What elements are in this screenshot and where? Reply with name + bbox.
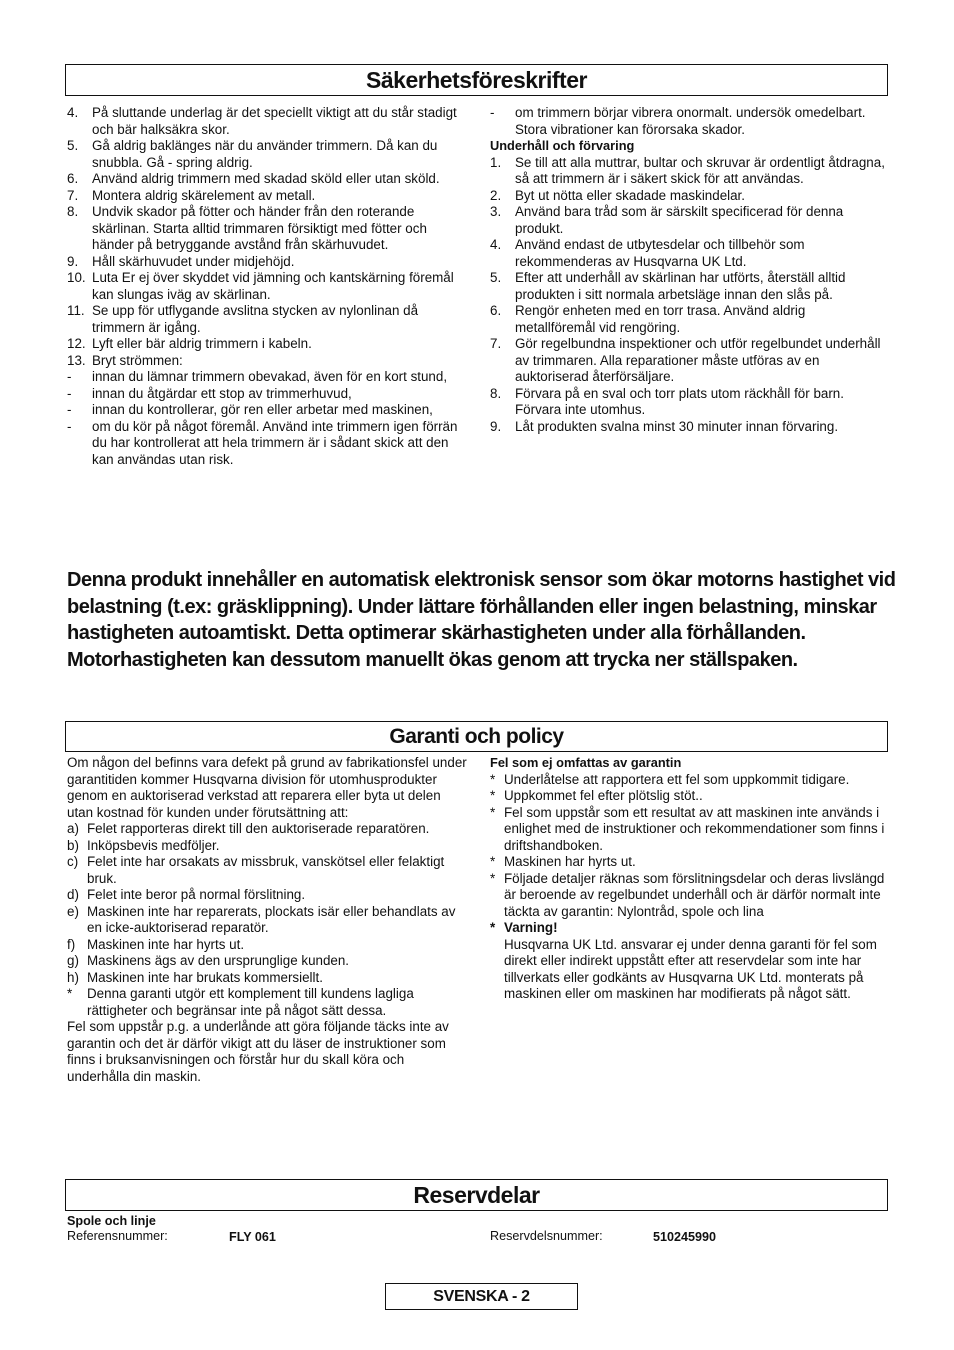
safety-list-item-marker: 7. — [67, 187, 79, 203]
safety-list-item-text: Luta Er ej över skyddet vid jämning och kantskärning föremål kan slungas iväg av skärlinan. — [92, 270, 454, 302]
warranty-condition-item-text: Inköpsbevis medföljer. — [87, 837, 220, 853]
maintenance-list-item — [490, 155, 888, 188]
maintenance-list-item-text: Använd bara tråd som är särskilt specificerad för denna produkt. — [515, 204, 844, 236]
exclusion-item — [490, 871, 890, 921]
warranty-condition-item-text: Felet inte har orsakats av missbruk, vanskötsel eller felaktigt bruk. — [87, 854, 445, 886]
safety-list-item-text: Undvik skador på fötter och händer från den roterande skärlinan. Starta alltid trimmaren försiktigt med fötter och händer på betryggande avstånd från skärhuvudet. — [92, 204, 427, 252]
maintenance-list-item-text: Gör regelbundna inspektioner och utför regelbundet underhåll av trimmaren. Alla reparationer måste utföras av en auktoriserad återförsäljare. — [515, 336, 881, 384]
warranty-condition-item-marker: e) — [67, 903, 79, 919]
exclusion-item-marker: * — [490, 804, 496, 820]
warranty-condition-item-text: Felet inte beror på normal förslitning. — [87, 887, 306, 902]
safety-list-item-text: innan du kontrollerar, gör ren eller arbetar med maskinen, — [92, 402, 433, 417]
safety-list-item-text: Se upp för utflygande avslitna stycken av nylonlinan då trimmern är igång. — [92, 303, 419, 335]
safety-list-item-marker: 5. — [67, 138, 79, 153]
warranty-condition-item-marker: h) — [67, 969, 79, 985]
warranty-condition-item-text: Maskinen inte har reparerats, plockats isär eller behandlats av en icke-auktoriserad reparatör. — [87, 903, 456, 935]
warranty-condition-item — [67, 986, 467, 1019]
maintenance-list-item-text: Låt produkten svalna minst 30 minuter innan förvaring. — [515, 418, 839, 434]
safety-list-continued — [490, 105, 888, 138]
part-number-value: 510245990 — [653, 1230, 717, 1244]
exclusion-item — [490, 788, 890, 805]
warranty-condition-item-marker: c) — [67, 854, 79, 869]
spares-subhead: Spole och linje — [67, 1214, 156, 1228]
warranty-condition-item-text: Maskinen inte har hyrts ut. — [87, 936, 245, 952]
safety-list-item — [67, 336, 465, 353]
exclusion-item-text: Maskinen har hyrts ut. — [504, 854, 636, 869]
warranty-condition-item-marker: g) — [67, 953, 79, 968]
safety-list-item-text: om du kör på något föremål. Använd inte trimmern igen förrän du har kontrollerat att hela trimmern är i sådant skick att den kan användas utan risk. — [92, 418, 458, 467]
warranty-condition-item — [67, 904, 467, 937]
part-number-label: Reservdelsnummer: — [490, 1229, 603, 1243]
safety-list-item-marker: 13. — [67, 352, 86, 368]
safety-list-item-text: om trimmern börjar vibrera onormalt. undersök omedelbart. Stora vibrationer kan förorsaka skador. — [515, 105, 866, 137]
warranty-condition-item-marker: d) — [67, 887, 79, 902]
exclusion-item-text: Underlåtelse att rapportera ett fel som uppkommit tidigare. — [504, 771, 850, 787]
safety-list-item — [67, 138, 465, 171]
safety-list-item — [67, 204, 465, 254]
safety-list-item-text: innan du lämnar trimmern obevakad, även för en kort stund, — [92, 369, 448, 384]
maintenance-list — [490, 155, 888, 436]
maintenance-list-item — [490, 336, 888, 386]
exclusion-item — [490, 772, 890, 789]
maintenance-list-item-marker: 4. — [490, 237, 502, 252]
safety-list-item — [67, 254, 465, 271]
safety-list-item-text: Håll skärhuvudet under midjehöjd. — [92, 253, 295, 269]
maintenance-list-item — [490, 386, 888, 419]
exclusion-item-text: Uppkommet fel efter plötslig stöt.. — [504, 788, 703, 803]
safety-list-item — [67, 105, 465, 138]
warranty-condition-item — [67, 937, 467, 954]
warning-star: * — [490, 920, 496, 935]
warranty-condition-item-text: Felet rapporteras direkt till den auktoriserade reparatören. — [87, 821, 430, 836]
maintenance-list-item-marker: 9. — [490, 418, 502, 434]
safety-list-item-marker: 9. — [67, 253, 79, 269]
maintenance-list-item-marker: 1. — [490, 154, 502, 170]
exclusion-item-marker: * — [490, 788, 496, 803]
warranty-condition-item — [67, 821, 467, 838]
warranty-condition-item — [67, 854, 467, 887]
exclusion-item-marker: * — [490, 771, 496, 787]
maintenance-list-item-marker: 2. — [490, 187, 502, 203]
exclusions-list — [490, 772, 890, 921]
safety-section-title: Säkerhetsföreskrifter — [65, 64, 888, 96]
exclusions-heading: Fel som ej omfattas av garantin — [490, 755, 682, 770]
maintenance-list-item-text: Förvara på en sval och torr plats utom räckhåll för barn. Förvara inte utomhus. — [515, 385, 844, 417]
warranty-condition-item-text: Denna garanti utgör ett komplement till kundens lagliga rättigheter och begränsar inte på något sätt dessa. — [87, 986, 414, 1018]
spares-section-title: Reservdelar — [65, 1179, 888, 1211]
safety-list-item — [67, 270, 465, 303]
safety-list-item-marker: - — [67, 369, 72, 384]
exclusion-item-marker: * — [490, 854, 496, 869]
safety-list-item-text: Bryt strömmen: — [92, 352, 183, 368]
warranty-left-column — [67, 755, 467, 1085]
safety-list-item — [67, 303, 465, 336]
warranty-conditions-list — [67, 821, 467, 1019]
warranty-condition-item-marker: * — [67, 986, 73, 1001]
safety-list-item-marker: 11. — [67, 303, 85, 318]
safety-list-item — [67, 369, 465, 386]
maintenance-list-item — [490, 303, 888, 336]
safety-list-item-text: På sluttande underlag är det speciellt viktigt att du står stadigt och bär halksäkra skor. — [92, 105, 457, 137]
safety-list-item-text: Gå aldrig baklänges när du använder trimmern. Då kan du snubbla. Gå - spring aldrig. — [92, 138, 438, 170]
warning-text: Husqvarna UK Ltd. ansvarar ej under denna garanti för fel som direkt eller indirekt uppstått efter att reservdelar som inte har tillverkats eller godkänts av Husqvarna UK Ltd. monterats på maskinen eller om maskinen har modifierats på något sätt. — [504, 936, 877, 1001]
maintenance-list-item — [490, 419, 888, 436]
safety-list-item — [67, 188, 465, 205]
safety-list-item-marker: 6. — [67, 171, 79, 186]
safety-list-item — [67, 402, 465, 419]
warranty-condition-item-text: Maskinens ägs av den ursprunglige kunden. — [87, 953, 350, 968]
maintenance-list-item-text: Rengör enheten med en torr trasa. Använd aldrig metallföremål vid rengöring. — [515, 303, 806, 335]
safety-list-item-marker: - — [67, 402, 72, 417]
maintenance-list-item — [490, 204, 888, 237]
warranty-closing: Fel som uppstår p.g. a underlånde att göra följande täcks inte av garantin och det är därför vikigt att du läser de instruktioner som finns i bruksanvisningen och förstår hur du skall köra och underhålla din maskin. — [67, 1019, 449, 1084]
maintenance-list-item-text: Efter att underhåll av skärlinan har utförts, återställ alltid produkten i sitt normala arbetsläge innan den slås på. — [515, 270, 846, 302]
reference-label: Referensnummer: — [67, 1229, 168, 1243]
maintenance-list-item-marker: 5. — [490, 270, 502, 285]
warranty-condition-item — [67, 838, 467, 855]
warranty-intro: Om någon del befinns vara defekt på grund av fabrikationsfel under garantitiden kommer Husqvarna division för utomhusprodukter genom en auktoriserad verkstad att reparera eller byta ut delen utan kostnad för kunden under förutsättning att: — [67, 755, 467, 820]
maintenance-list-item-marker: 3. — [490, 204, 502, 219]
sensor-notice: Denna produkt innehåller en automatisk elektronisk sensor som ökar motorns hastighet vid belastning (t.ex: gräsklippning). Under lättare förhållanden eller ingen belastning, minskar hastigheten autoamtiskt. Detta optimerar skärhastigheten under alla förhållanden. Motorhastigheten kan dessutom manuellt ökas genom att trycka ner ställspaken. — [67, 569, 896, 671]
maintenance-list-item-marker: 6. — [490, 303, 502, 318]
safety-left-column — [67, 105, 465, 468]
warranty-section-title: Garanti och policy — [65, 721, 888, 752]
maintenance-list-item — [490, 237, 888, 270]
safety-list-item — [67, 386, 465, 403]
maintenance-list-item-marker: 8. — [490, 385, 502, 401]
maintenance-list-item-text: Se till att alla muttrar, bultar och skruvar är ordentligt åtdragna, så att trimmern är i säkert skick för att användas. — [515, 154, 885, 186]
safety-list-item-marker: - — [67, 418, 72, 434]
safety-list-item — [490, 105, 888, 138]
warranty-right-column — [490, 755, 890, 1003]
safety-right-column — [490, 105, 888, 435]
safety-list-item-marker: 12. — [67, 336, 86, 351]
warning-block — [490, 920, 890, 1003]
safety-list-item-marker: 10. — [67, 270, 86, 285]
safety-list-item-marker: 4. — [67, 105, 79, 120]
warranty-condition-item-marker: a) — [67, 821, 79, 836]
warranty-condition-item — [67, 887, 467, 904]
warranty-condition-item-marker: f) — [67, 936, 76, 952]
warning-title: Varning! — [504, 920, 558, 935]
safety-list-item-marker: - — [490, 105, 495, 120]
maintenance-list-item-text: Använd endast de utbytesdelar och tillbehör som rekommenderas av Husqvarna UK Ltd. — [515, 237, 805, 269]
safety-list-item — [67, 419, 465, 469]
maintenance-list-item — [490, 270, 888, 303]
safety-list-item-text: innan du åtgärdar ett stop av trimmerhuvud, — [92, 385, 352, 401]
exclusion-item-marker: * — [490, 870, 496, 886]
safety-list — [67, 105, 465, 468]
safety-list-item — [67, 353, 465, 370]
exclusion-item — [490, 854, 890, 871]
exclusion-item-text: Fel som uppstår som ett resultat av att maskinen inte används i enlighet med de instruktioner och rekommendationer som finns i driftshandboken. — [504, 804, 885, 853]
page-footer-label: SVENSKA - 2 — [385, 1283, 578, 1310]
maintenance-list-item-marker: 7. — [490, 336, 502, 351]
maintenance-heading: Underhåll och förvaring — [490, 138, 635, 153]
safety-list-item-text: Lyft eller bär aldrig trimmern i kabeln. — [92, 336, 312, 351]
safety-list-item-text: Använd aldrig trimmern med skadad sköld eller utan sköld. — [92, 171, 440, 186]
warranty-condition-item-text: Maskinen inte har brukats kommersiellt. — [87, 969, 323, 985]
exclusion-item-text: Följade detaljer räknas som förslitningsdelar och deras livslängd är beroende av regelbundet underhåll och är därför normalt inte täckta av garantin: Nylontråd, spole och lina — [504, 870, 885, 919]
reference-value: FLY 061 — [229, 1230, 276, 1244]
safety-list-item — [67, 171, 465, 188]
maintenance-list-item-text: Byt ut nötta eller skadade maskindelar. — [515, 187, 746, 203]
warranty-condition-item — [67, 970, 467, 987]
safety-list-item-marker: 8. — [67, 204, 79, 219]
maintenance-list-item — [490, 188, 888, 205]
safety-list-item-text: Montera aldrig skärelement av metall. — [92, 187, 316, 203]
warranty-condition-item-marker: b) — [67, 837, 79, 853]
exclusion-item — [490, 805, 890, 855]
warranty-condition-item — [67, 953, 467, 970]
safety-list-item-marker: - — [67, 385, 72, 401]
